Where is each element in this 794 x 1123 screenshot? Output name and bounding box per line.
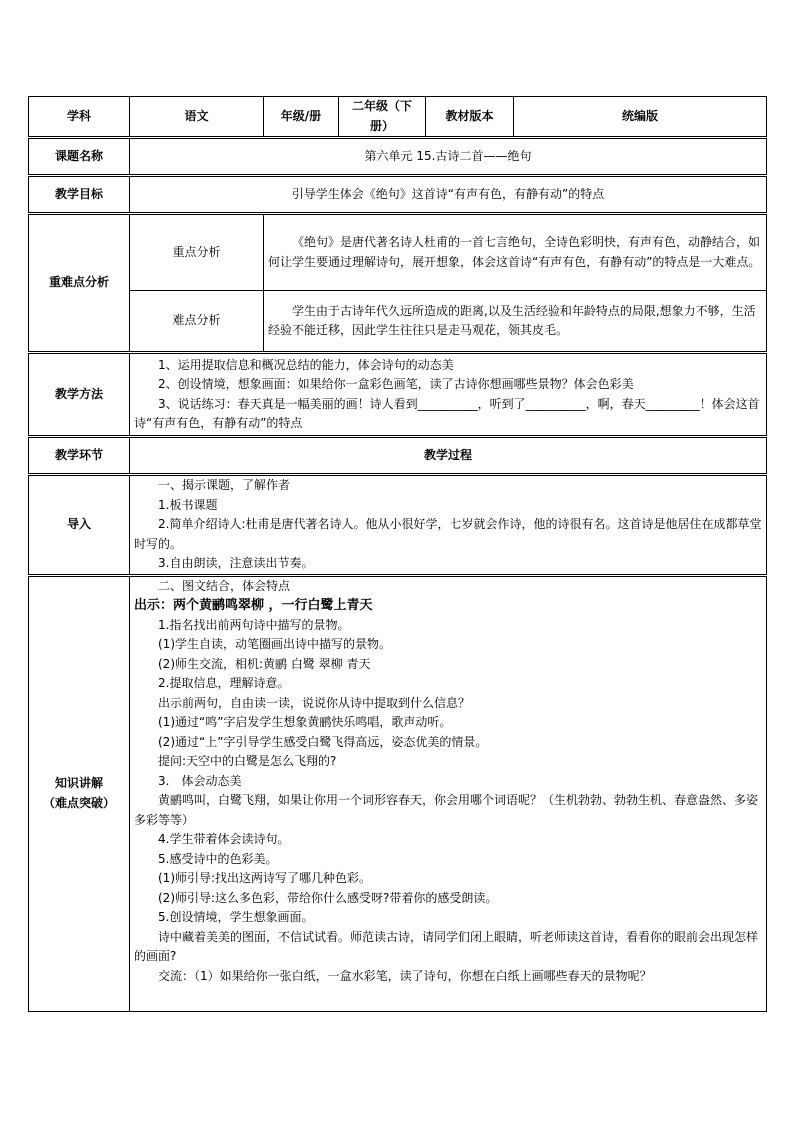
intro-row — [29, 475, 767, 576]
knowledge-line: (2)师引导:这么多色彩，带给你什么感受呀?带着你的感受朗读。 — [158, 890, 498, 905]
key-point-row — [29, 214, 767, 291]
knowledge-line: (1)学生自读，动笔圈画出诗中描写的景物。 — [158, 637, 391, 651]
intro-content — [130, 475, 767, 576]
goal-value: 引导学生体会《绝句》这首诗“有声有色，有静有动”的特点 — [130, 176, 767, 214]
intro-line: 一、揭示课题，了解作者 — [158, 478, 291, 492]
knowledge-label: 知识讲解 — [54, 776, 103, 790]
knowledge-line: 5.创设情境，学生想象画面。 — [158, 910, 314, 924]
key-point-text: 《绝句》是唐代著名诗人杜甫的一首七言绝句，全诗色彩明快，有声有色，动静结合，如何让学生要通过理解诗句，展开想象，体会这首诗“有声有色，有静有动”的特点是一大难点。 — [264, 214, 767, 291]
goal-label: 教学目标 — [29, 176, 130, 214]
knowledge-line: (1)通过“鸣”字启发学生想象黄鹂快乐鸣唱，歌声动听。 — [158, 715, 452, 729]
knowledge-heading: 二、图文结合，体会特点 — [158, 578, 291, 593]
knowledge-line: 4.学生带着体会读诗句。 — [158, 832, 290, 846]
edition-label: 教材版本 — [426, 97, 514, 138]
process-header-row — [29, 437, 767, 475]
key-point-label: 重点分析 — [130, 214, 264, 291]
poem-display: 出示：两个黄鹂鸣翠柳 ，一行白鹭上青天 — [134, 598, 373, 613]
knowledge-row — [29, 575, 767, 1011]
knowledge-line: (1)师引导:找出这两诗写了哪几种色彩。 — [158, 871, 372, 885]
knowledge-line: 交流：（1）如果给你一张白纸，一盒水彩笔，读了诗句，你想在白纸上画哪些春天的景物呢？ — [158, 968, 652, 983]
lesson-title-label: 课题名称 — [29, 138, 130, 176]
knowledge-sublabel: （难点突破） — [42, 795, 115, 810]
method-item: 1、运用提取信息和概况总结的能力，体会诗句的动态美 — [158, 357, 454, 372]
lesson-title-row — [29, 138, 767, 176]
subject-label: 学科 — [29, 97, 130, 138]
methods-row — [29, 353, 767, 437]
header-row — [29, 97, 767, 138]
knowledge-line: 5.感受诗中的色彩美。 — [158, 851, 278, 866]
goal-row — [29, 176, 767, 214]
knowledge-line: 黄鹂鸣叫，白鹭飞翔，如果让你用一个词形容春天，你会用哪个词语呢？（生机勃勃、勃勃生机、春意盎然、多姿多彩等等） — [134, 793, 759, 827]
knowledge-line: 诗中藏着美美的图面，不信试试看。师范读古诗，请同学们闭上眼睛，听老师读这首诗，看看你的眼前会出现怎样的画面? — [134, 929, 759, 963]
method-item: 2、创设情境，想象画面：如果给你一盒彩色画笔，读了古诗你想画哪些景物？体会色彩美 — [158, 377, 634, 391]
analysis-label: 重难点分析 — [29, 214, 130, 353]
edition-value: 统编版 — [514, 97, 767, 138]
hard-point-row — [29, 291, 767, 353]
lesson-plan-table — [28, 96, 767, 1012]
process-header: 教学过程 — [130, 437, 767, 475]
lesson-title-value: 第六单元 15.古诗二首——绝句 — [130, 138, 767, 176]
stage-header: 教学环节 — [29, 437, 130, 475]
methods-content — [130, 353, 767, 437]
knowledge-line: 3. 体会动态美 — [158, 773, 242, 788]
knowledge-label-cell — [29, 575, 130, 1011]
knowledge-content — [130, 575, 767, 1011]
hard-point-label: 难点分析 — [130, 291, 264, 353]
hard-point-text: 学生由于古诗年代久远所造成的距离,以及生活经验和年龄特点的局限,想象力不够，生活经验不能迁移，因此学生往往只是走马观花，领其皮毛。 — [264, 291, 767, 353]
intro-line: 2.简单介绍诗人:杜甫是唐代著名诗人。他从小很好学，七岁就会作诗，他的诗很有名。这首诗是他居住在成都草堂时写的。 — [134, 517, 762, 551]
intro-line: 3.自由朗读，注意读出节奏。 — [158, 556, 314, 570]
knowledge-line: 出示前两句，自由读一读，说说你从诗中提取到什么信息？ — [158, 695, 471, 710]
subject-value: 语文 — [130, 97, 264, 138]
methods-label: 教学方法 — [29, 353, 130, 437]
intro-label: 导入 — [29, 475, 130, 576]
intro-line: 1.板书课题 — [158, 497, 218, 512]
knowledge-line: 2.提取信息，理解诗意。 — [158, 676, 290, 690]
knowledge-line: (2)师生交流，相机:黄鹂 白鹭 翠柳 青天 — [158, 656, 371, 671]
method-item: 3、说话练习：春天真是一幅美丽的画！诗人看到__________，听到了__________，啊，春天_________！体会这首诗“有声有色，有静有动”的特点 — [134, 396, 760, 430]
knowledge-line: 1.指名找出前两句诗中描写的景物。 — [158, 617, 350, 632]
grade-label: 年级/册 — [264, 97, 339, 138]
knowledge-line: 提问:天空中的白鹭是怎么飞翔的? — [158, 754, 337, 768]
knowledge-line: (2)通过“上”字引导学生感受白鹭飞得高远，姿态优美的情景。 — [158, 734, 488, 749]
grade-value: 二年级（下册） — [339, 97, 426, 138]
